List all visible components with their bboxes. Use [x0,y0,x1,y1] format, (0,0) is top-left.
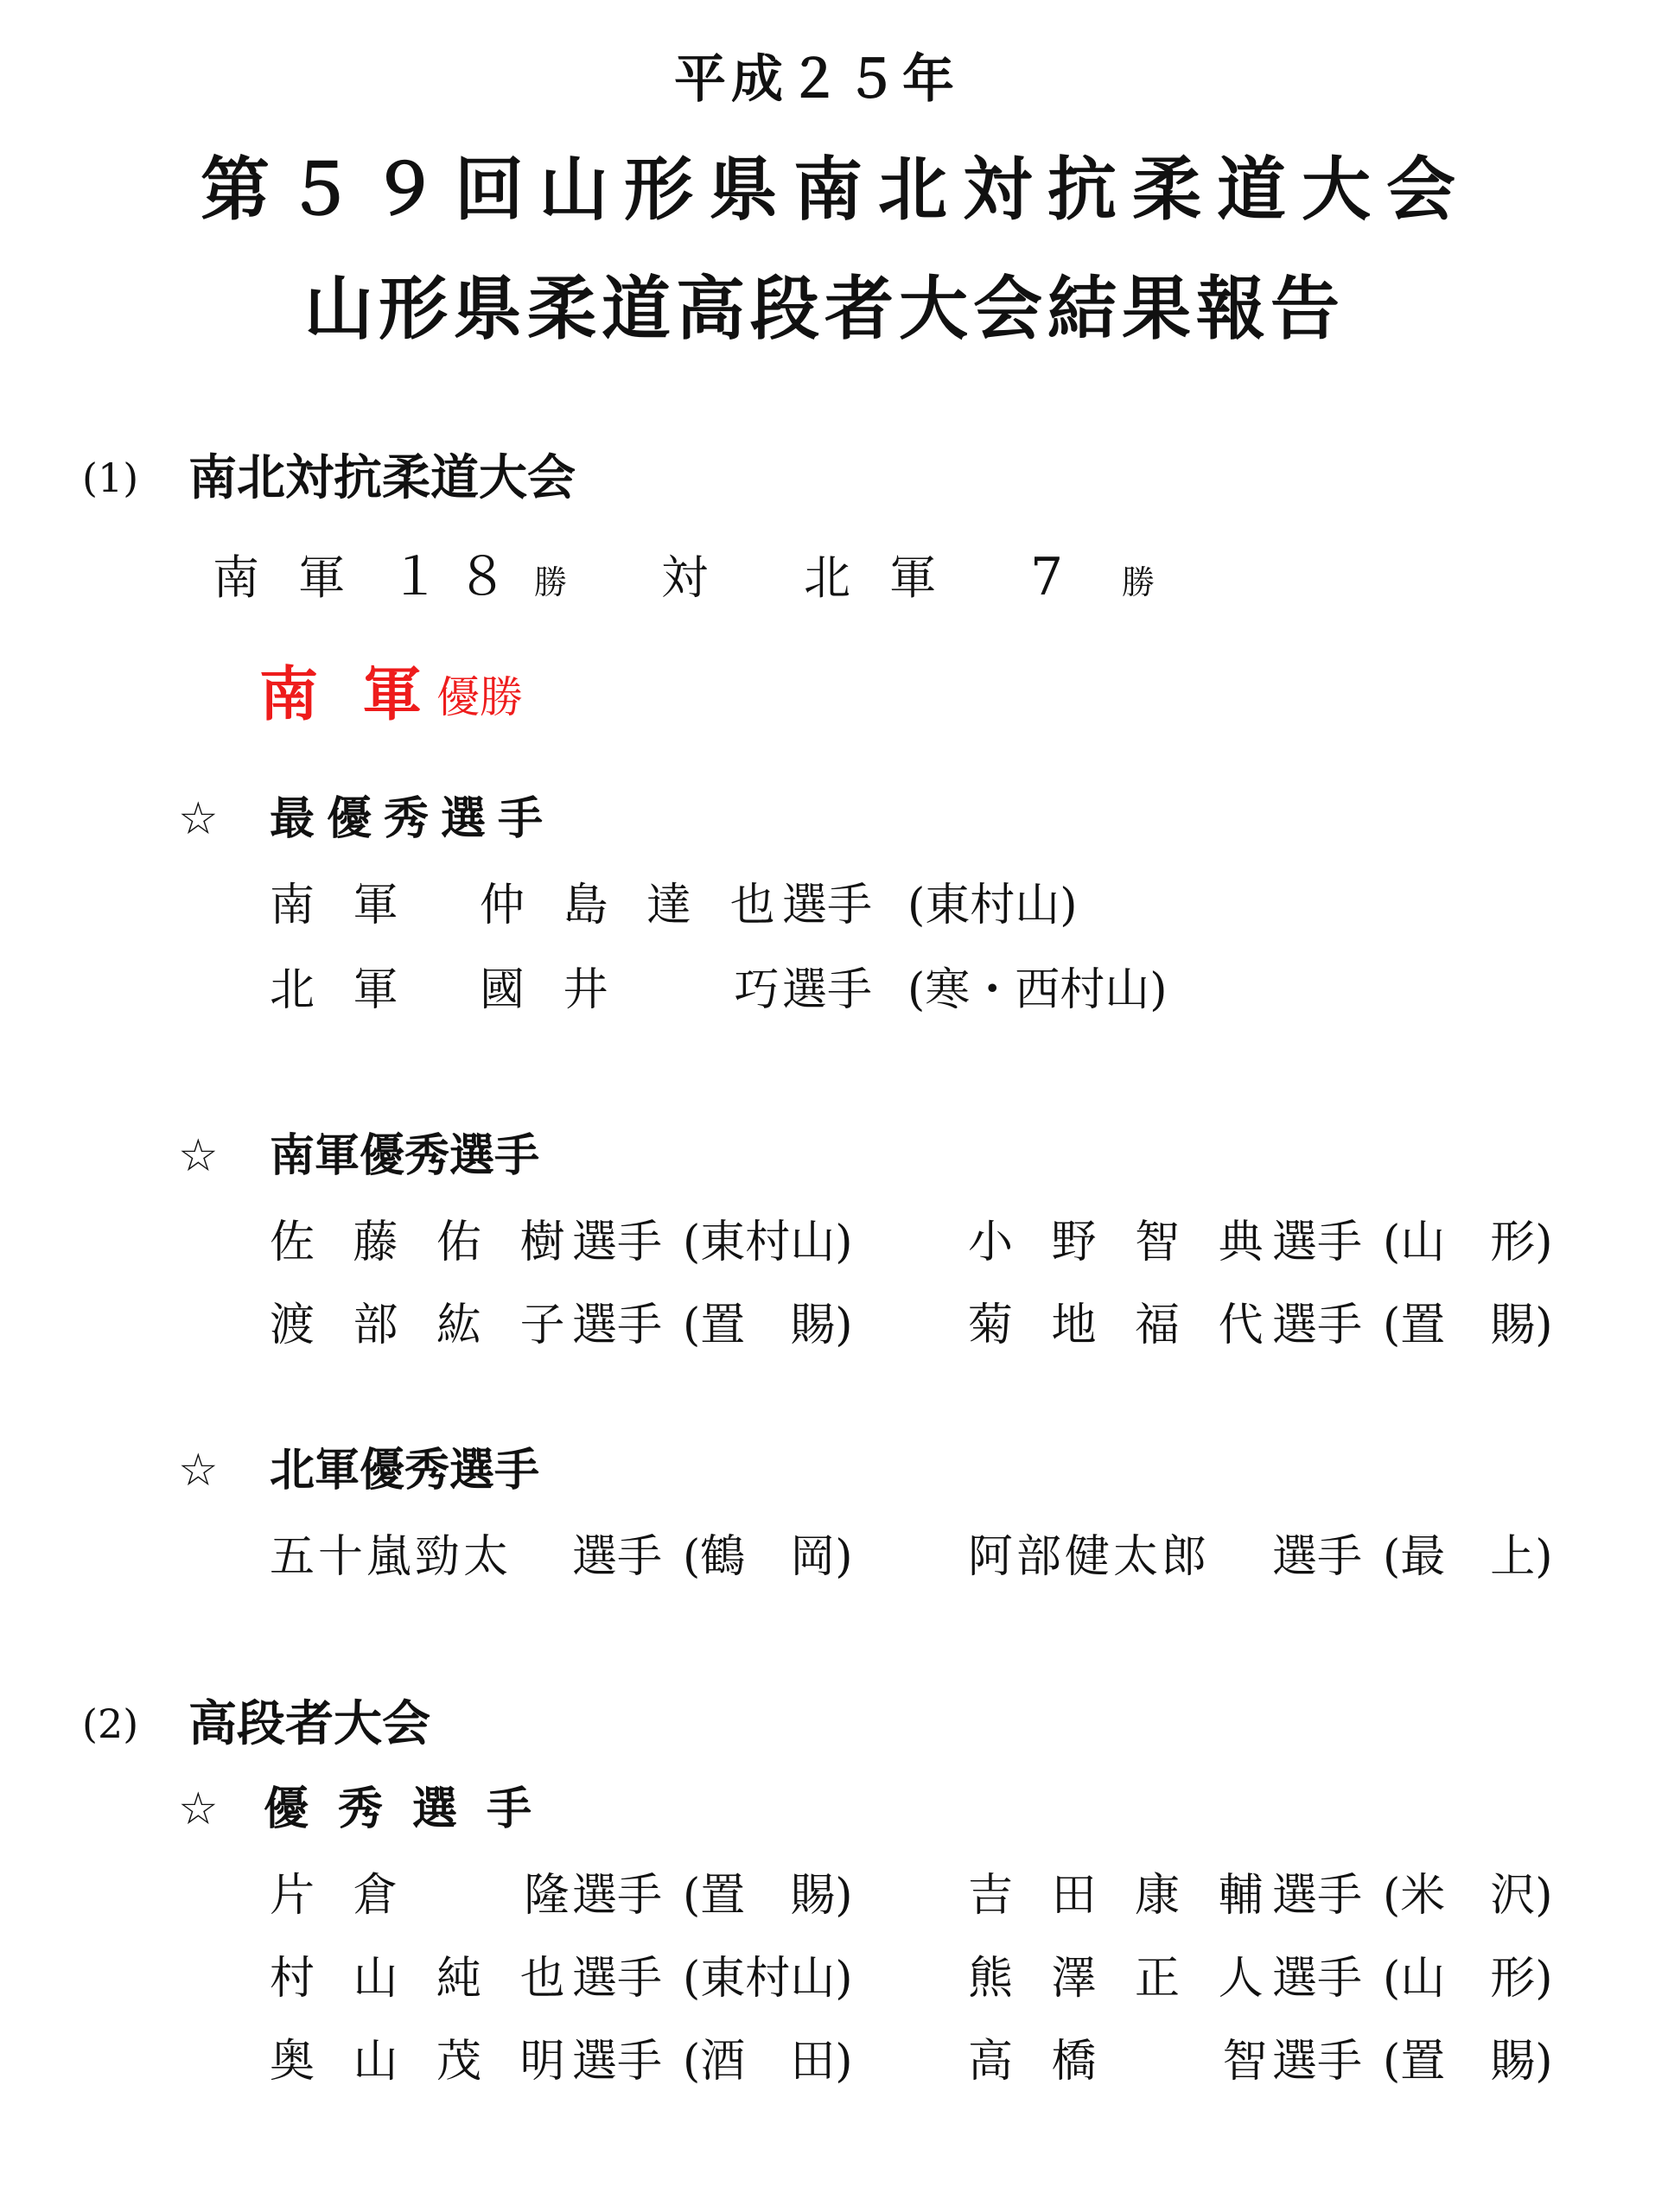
player-name: 熊 澤 正 人 [968,1953,1276,2005]
player-school: (山 形) [1383,1217,1553,1268]
south-team-label: 南 軍 [213,550,358,605]
player-suffix: 選手 [1272,1953,1363,2005]
player-suffix: 選手 [572,1870,663,1922]
north-wins-unit: 勝 [1122,563,1156,601]
player-school: (米 沢) [1383,1870,1553,1922]
player-school: (置 賜) [683,1870,853,1922]
player-name: 五十嵐勁太 [270,1531,512,1583]
player-suffix: 選手 [572,1531,663,1583]
player-school: (山 形) [1383,1953,1553,2005]
player-school: (鶴 岡) [683,1531,853,1583]
report-year: 平成２５年 [674,49,959,110]
star-icon: ☆ [178,793,219,845]
player-name: 阿部健太郎 [968,1531,1211,1583]
south-wins: １８ [389,547,524,607]
player-school: (東村山) [683,1953,853,2005]
mvp-suffix: 選手 [782,880,873,931]
player-suffix: 選手 [1272,1870,1363,1922]
player-school: (最 上) [1383,1531,1553,1583]
player-suffix: 選手 [572,1953,663,2005]
mvp-name: 國 井 巧 [480,964,792,1016]
player-suffix: 選手 [1272,1531,1363,1583]
champion-team: 南 軍 [259,660,434,729]
star-icon: ☆ [178,1783,219,1835]
player-suffix: 選手 [1272,1217,1363,1268]
star-icon: ☆ [178,1445,219,1497]
section-2-title: 高段者大会 [188,1696,430,1752]
player-school: (酒 田) [683,2036,853,2088]
player-suffix: 選手 [572,2036,663,2088]
champion-label: 優勝 [436,672,523,722]
report-title: 第５９回山形県南北対抗柔道大会 [201,149,1471,230]
north-team-label: 北 軍 [804,550,949,605]
player-school: (東村山) [683,1217,853,1268]
mvp-name: 仲 島 達 也 [480,880,787,931]
player-suffix: 選手 [1272,1300,1363,1351]
player-name: 奥 山 茂 明 [270,2036,577,2088]
player-school: (置 賜) [1383,2036,1553,2088]
player-name: 佐 藤 佑 樹 [270,1217,577,1268]
mvp-school: (寒・西村山) [907,964,1168,1016]
report-subtitle: 山形県柔道高段者大会結果報告 [304,269,1345,349]
player-name: 渡 部 紘 子 [270,1300,577,1351]
player-suffix: 選手 [1272,2036,1363,2088]
high-dan-excellent-heading: 優秀選手 [264,1783,562,1835]
versus-label: 対 [661,550,708,605]
north-wins: 7 [1030,547,1064,607]
mvp-school: (東村山) [907,880,1078,931]
south-wins-unit: 勝 [534,563,568,601]
player-name: 吉 田 康 輔 [968,1870,1276,1922]
player-name: 片 倉 隆 [270,1870,582,1922]
player-suffix: 選手 [572,1217,663,1268]
player-name: 村 山 純 也 [270,1953,577,2005]
player-name: 小 野 智 典 [968,1217,1276,1268]
section-2-number: (2) [82,1700,139,1747]
player-name: 菊 地 福 代 [968,1300,1276,1351]
mvp-heading: 最優秀選手 [270,793,556,845]
player-school: (置 賜) [1383,1300,1553,1351]
north-excellent-heading: 北軍優秀選手 [270,1445,540,1497]
section-1-title: 南北対抗柔道大会 [188,450,576,506]
player-name: 高 橋 智 [968,2036,1280,2088]
section-1-number: (1) [82,454,139,501]
mvp-suffix: 選手 [782,964,873,1016]
mvp-team: 南 軍 [270,880,411,931]
player-suffix: 選手 [572,1300,663,1351]
south-excellent-heading: 南軍優秀選手 [270,1130,540,1182]
mvp-team: 北 軍 [270,964,411,1016]
player-school: (置 賜) [683,1300,853,1351]
star-icon: ☆ [178,1130,219,1182]
